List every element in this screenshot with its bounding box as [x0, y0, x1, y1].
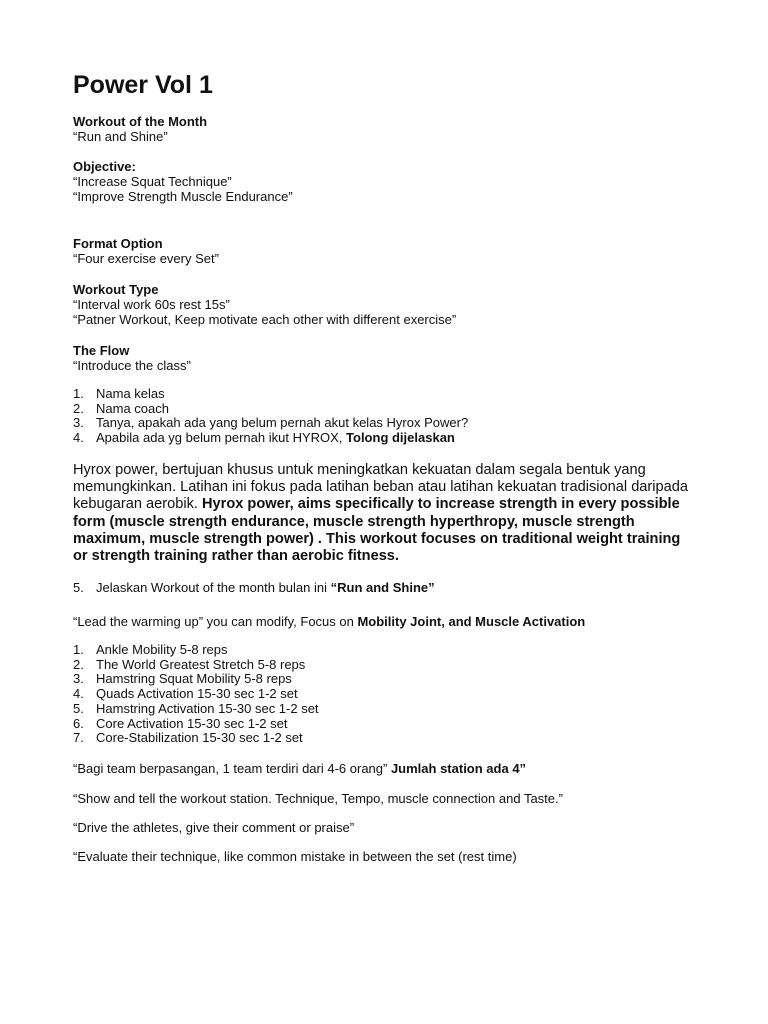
- warmup-intro: “Lead the warming up” you can modify, Focus on Mobility Joint, and Muscle Activation: [73, 614, 586, 629]
- list-item: 1. Ankle Mobility 5-8 reps: [73, 642, 228, 657]
- list-item: 6. Core Activation 15-30 sec 1-2 set: [73, 715, 288, 731]
- list-item: 7. Core-Stabilization 15-30 sec 1-2 set: [73, 730, 303, 746]
- workout-type-section: [73, 282, 456, 327]
- objective-line: “Improve Strength Muscle Endurance”: [73, 189, 293, 204]
- objective-line: “Increase Squat Technique”: [73, 174, 232, 189]
- workout-type-line: “Interval work 60s rest 15s”: [73, 297, 230, 312]
- warmup-list: [73, 643, 319, 746]
- flow-section: [73, 343, 191, 373]
- doc-title: Power Vol 1: [73, 71, 213, 99]
- team-note: “Bagi team berpasangan, 1 team terdiri dari 4-6 orang” Jumlah station ada 4”: [73, 761, 527, 776]
- list-item: 5. Hamstring Activation 15-30 sec 1-2 set: [73, 700, 319, 716]
- description-paragraph: Hyrox power, bertujuan khusus untuk meningkatkan kekuatan dalam segala bentuk yang memungkinkan. Latihan ini fokus pada latihan beban atau latihan kekuatan tradisional daripada kebugaran aerobik. Hyrox power, aims specifically to increase strength in every possible form (muscle strength endurance, muscle strength hyperthropy, muscle strength maximum, muscle strength power) . This workout focuses on traditional weight training or strength training rather than aerobic fitness.: [73, 462, 688, 565]
- workout-type-line: “Patner Workout, Keep motivate each other with different exercise”: [73, 312, 457, 327]
- list-item: 5. Jelaskan Workout of the month bulan ini “Run and Shine”: [73, 580, 435, 595]
- workout-of-month-section: [73, 114, 207, 144]
- workout-type-label: Workout Type: [73, 282, 159, 297]
- drive-note: “Drive the athletes, give their comment or praise”: [73, 820, 355, 835]
- format-option-value: “Four exercise every Set”: [73, 251, 219, 266]
- step-five: [73, 581, 435, 596]
- list-item: 2. Nama coach: [73, 400, 169, 416]
- objective-section: [73, 159, 293, 204]
- show-tell-note: “Show and tell the workout station. Technique, Tempo, muscle connection and Taste.”: [73, 791, 563, 806]
- list-item: 1. Nama kelas: [73, 386, 165, 401]
- evaluate-note: “Evaluate their technique, like common mistake in between the set (rest time): [73, 849, 517, 864]
- objective-label: Objective:: [73, 159, 136, 174]
- flow-label: The Flow: [73, 343, 130, 358]
- flow-intro: “Introduce the class”: [73, 358, 191, 373]
- workout-of-month-value: “Run and Shine”: [73, 129, 168, 144]
- flow-steps: [73, 387, 468, 446]
- format-option-section: [73, 236, 219, 266]
- list-item: 4. Quads Activation 15-30 sec 1-2 set: [73, 686, 298, 702]
- list-item: 3. Hamstring Squat Mobility 5-8 reps: [73, 671, 292, 687]
- format-option-label: Format Option: [73, 236, 163, 251]
- list-item: 4. Apabila ada yg belum pernah ikut HYROX, Tolong dijelaskan: [73, 430, 455, 446]
- workout-of-month-label: Workout of the Month: [73, 114, 208, 129]
- list-item: 2. The World Greatest Stretch 5-8 reps: [73, 656, 306, 672]
- list-item: 3. Tanya, apakah ada yang belum pernah akut kelas Hyrox Power?: [73, 415, 469, 431]
